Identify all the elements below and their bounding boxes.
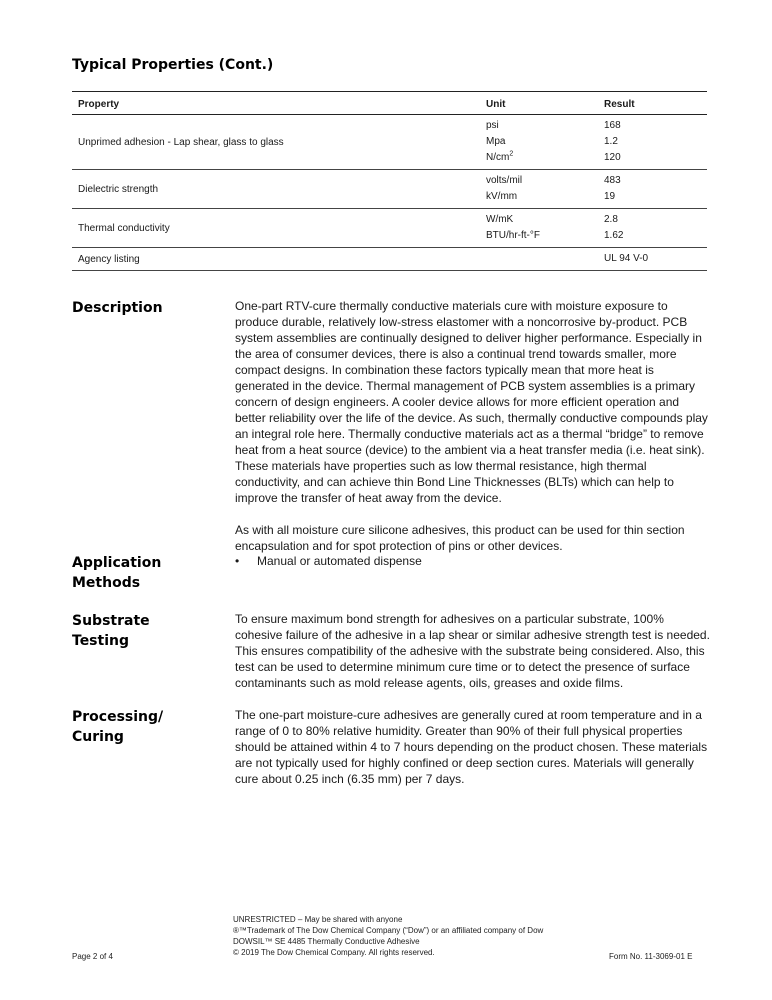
bullet-symbol: • (235, 554, 240, 568)
unit-cell (480, 170, 598, 209)
header-property: Property (72, 92, 480, 115)
result-value: 168 (604, 120, 621, 131)
footer-line: ®™Trademark of The Dow Chemical Company (“Dow”) or an affiliated company of Dow (233, 926, 544, 935)
paragraph: As with all moisture cure silicone adhesives, this product can be used for thin section encapsulation and for spot protection of pins or other devices. (235, 523, 685, 553)
result-value: 19 (604, 191, 616, 202)
section-body (235, 553, 710, 569)
paragraph: To ensure maximum bond strength for adhesives on a particular substrate, 100% cohesive failure of the adhesive in a lap shear or similar adhesive strength test is needed. This ensures compatibility of the adhesive with the substrate being considered. Also, this test can be used to determine minimum cure time or to detect the presence of surface contaminants such as mold release agents, oils, greases and oxide films. (235, 612, 710, 690)
property-cell: Unprimed adhesion - Lap shear, glass to glass (72, 115, 480, 170)
result-value: 1.2 (604, 136, 618, 147)
paragraph: One-part RTV-cure thermally conductive materials cure with moisture exposure to produce durable, relatively low-stress elastomer with a noncorrosive by-product. PCB system assemblies are continually designed to deliver higher performance. Especially in the area of consumer devices, there is also a continual trend towards smaller, more compact designs. In combination these factors typically mean that more heat is generated in the device. Thermal management of PCB system assemblies is a primary concern of design engineers. A cooler device allows for more efficient operation and better reliability over the life of the device. As such, thermally conductive compounds play an integral role here. Thermally conductive materials act as a thermal “bridge” to remove heat from a heat source (device) to the ambient via a heat transfer media (i.e. heat sink). These materials have properties such as low thermal resistance, high thermal conductivity, and can achieve thin Bond Line Thicknesses (BLTs) which can help to improve the transfer of heat away from the device. (235, 299, 708, 505)
paragraph: The one-part moisture-cure adhesives are generally cured at room temperature and in a range of 0 to 80% relative humidity. Greater than 90% of their full physical properties should be attained within 4 to 7 hours depending on the product chosen. These materials are not typically used for highly confined or deep section cures. Materials will generally cure about 0.25 inch (6.35 mm) per 7 days. (235, 708, 708, 786)
header-result: Result (598, 92, 707, 115)
unit-value (486, 251, 592, 267)
unit-value: W/mK (486, 214, 514, 225)
section-heading: Description (72, 300, 163, 316)
unit-cell (480, 209, 598, 248)
form-number: Form No. 11-3069-01 E (609, 952, 693, 961)
unit-value: $N/cm^2$ (486, 150, 514, 163)
table-row (72, 170, 707, 209)
result-value: 483 (604, 175, 621, 186)
unit-value: psi (486, 120, 499, 131)
result-value: 120 (604, 152, 621, 163)
section-body (235, 611, 710, 707)
table-row (72, 248, 707, 271)
unit-cell (480, 248, 598, 271)
unit-superscript: 2 (509, 150, 514, 158)
section-heading: Application Methods (72, 555, 162, 591)
table-header-row (72, 92, 707, 115)
bullet-item (235, 553, 710, 569)
table-row (72, 209, 707, 248)
unit-value: BTU/hr-ft-°F (486, 230, 540, 241)
result-cell (598, 248, 707, 271)
section-body (235, 298, 710, 570)
property-cell: Thermal conductivity (72, 209, 480, 248)
footer-notice (233, 914, 543, 958)
section-heading: Processing/ Curing (72, 709, 164, 745)
bullet-text: Manual or automated dispense (257, 554, 422, 568)
page-number: Page 2 of 4 (72, 952, 113, 961)
footer-line: © 2019 The Dow Chemical Company. All rights reserved. (233, 948, 435, 957)
properties-table (72, 91, 707, 271)
section-body (235, 707, 710, 803)
page-title: Typical Properties (Cont.) (72, 57, 274, 73)
unit-value: Mpa (486, 136, 506, 147)
unit-value: volts/mil (486, 175, 523, 186)
result-value: 2.8 (604, 214, 618, 225)
property-cell: Dielectric strength (72, 170, 480, 209)
result-value: UL 94 V-0 (604, 253, 649, 264)
unit-cell (480, 115, 598, 170)
footer-line: DOWSIL™ SE 4485 Thermally Conductive Adhesive (233, 937, 420, 946)
property-cell: Agency listing (72, 248, 480, 271)
header-unit: Unit (480, 92, 598, 115)
unit-value: kV/mm (486, 191, 518, 202)
footer-line: UNRESTRICTED – May be shared with anyone (233, 915, 403, 924)
result-value: 1.62 (604, 230, 624, 241)
table-row (72, 115, 707, 170)
result-cell (598, 209, 707, 248)
section-heading: Substrate Testing (72, 613, 150, 649)
result-cell (598, 170, 707, 209)
result-cell (598, 115, 707, 170)
